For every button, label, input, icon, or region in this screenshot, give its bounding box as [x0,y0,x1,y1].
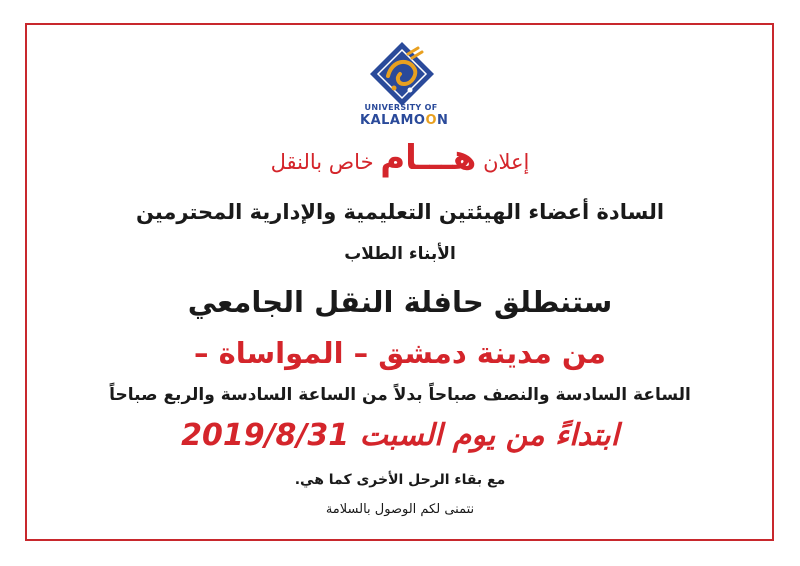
time-change-line: الساعة السادسة والنصف صباحاً بدلاً من الساعة السادسة والربع صباحاً [109,385,691,405]
title-suffix: خاص بالنقل [270,150,374,174]
announcement-title [40,138,760,179]
other-trips-note: مع بقاء الرحل الأخرى كما هي. [294,472,506,488]
logo-kalamoon: KALAMOON [360,113,449,128]
title-emphasis: هـــام [380,138,477,178]
closing-wish: نتمنى لكم الوصول بالسلامة [325,502,475,517]
title-prefix: إعلان [483,150,530,174]
logo-university-of: UNIVERSITY OF [364,103,438,112]
start-date-line: ابتداءً من يوم السبت 2019/8/31 [181,418,619,453]
route-line: من مدينة دمشق – المواساة – [194,336,606,370]
staff-salutation: السادة أعضاء الهيئتين التعليمية والإدارية المحترمين [135,200,665,224]
students-salutation: الأبناء الطلاب [344,244,456,264]
bus-departure-heading: ستنطلق حافلة النقل الجامعي [187,285,613,319]
